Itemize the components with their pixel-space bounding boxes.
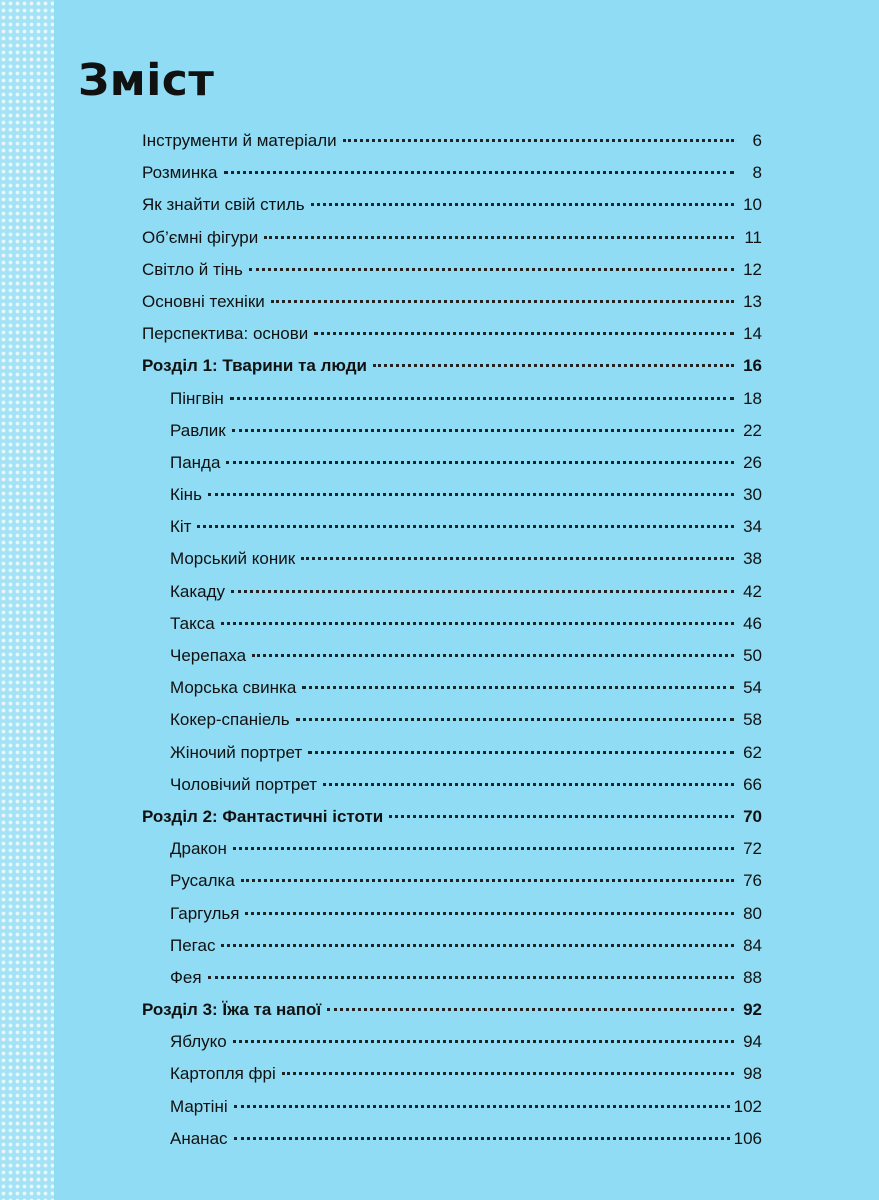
- toc-entry[interactable]: [142, 479, 762, 511]
- toc-page-number: 94: [743, 1032, 762, 1052]
- toc-entry-label: Ананас: [170, 1128, 228, 1148]
- toc-entry[interactable]: [142, 769, 762, 801]
- toc-entry-label: Картопля фрі: [170, 1064, 276, 1084]
- toc-page-number: 11: [744, 227, 762, 247]
- dot-leader: [232, 429, 734, 432]
- toc-entry[interactable]: [142, 865, 762, 897]
- toc-entry-label: Розділ 1: Тварини та люди: [142, 356, 367, 376]
- toc-page-number: 18: [743, 388, 762, 408]
- toc-entry[interactable]: [142, 383, 762, 415]
- dot-leader: [221, 944, 734, 947]
- page-title: Зміст: [78, 55, 215, 106]
- toc-entry[interactable]: [142, 543, 762, 575]
- toc-entry[interactable]: [142, 576, 762, 608]
- toc-page-number: 30: [743, 485, 762, 505]
- dot-leader: [311, 203, 734, 206]
- toc-section-entry[interactable]: [142, 350, 762, 382]
- toc-page-number: 92: [743, 1000, 762, 1020]
- dot-leader: [234, 1105, 730, 1108]
- toc-entry-label: Морський коник: [170, 549, 296, 569]
- toc-entry[interactable]: [142, 608, 762, 640]
- dot-leader: [224, 171, 735, 174]
- toc-page-number: 66: [743, 774, 762, 794]
- toc-entry-label: Розминка: [142, 163, 218, 183]
- dot-leader: [389, 815, 734, 818]
- toc-page-number: 22: [743, 420, 762, 440]
- toc-entry-label: Об’ємні фігури: [142, 227, 259, 247]
- toc-entry-label: Перспектива: основи: [142, 324, 309, 344]
- toc-entry[interactable]: [142, 125, 762, 157]
- contents-page: [78, 50, 768, 1148]
- toc-entry-label: Гаргулья: [170, 903, 240, 923]
- toc-page-number: 50: [743, 646, 762, 665]
- dot-leader: [208, 976, 734, 979]
- toc-entry[interactable]: [142, 704, 762, 736]
- toc-entry[interactable]: [142, 1091, 762, 1123]
- toc-page-number: 54: [743, 678, 762, 698]
- toc-page-number: 34: [743, 517, 762, 537]
- toc-page-number: 13: [743, 291, 762, 311]
- toc-entry[interactable]: [142, 415, 762, 447]
- toc-entry-label: Світло й тінь: [142, 259, 243, 279]
- toc-entry-label: Морська свинка: [170, 678, 297, 698]
- toc-entry[interactable]: [142, 254, 762, 286]
- toc-entry[interactable]: [142, 898, 762, 930]
- dot-leader: [230, 397, 734, 400]
- toc-entry[interactable]: [142, 189, 762, 221]
- toc-page-number: 38: [743, 549, 762, 569]
- toc-entry-label: Як знайти свій стиль: [142, 195, 305, 215]
- dot-leader: [296, 718, 734, 721]
- toc-page-number: 62: [743, 742, 762, 762]
- toc-entry[interactable]: [142, 962, 762, 994]
- dot-leader: [221, 622, 734, 625]
- toc-entry-label: Кокер-спаніель: [170, 710, 290, 730]
- dot-leader: [264, 236, 734, 239]
- toc-page-number: 72: [743, 839, 762, 859]
- toc-entry-label: Панда: [170, 452, 221, 472]
- table-of-contents: [142, 125, 762, 1155]
- dot-leader: [226, 461, 734, 464]
- toc-page-number: 70: [743, 806, 762, 826]
- dot-leader: [271, 300, 734, 303]
- dot-leader: [282, 1072, 734, 1075]
- toc-section-entry[interactable]: [142, 801, 762, 833]
- toc-entry[interactable]: [142, 930, 762, 962]
- dot-leader: [308, 751, 734, 754]
- toc-entry[interactable]: [142, 447, 762, 479]
- dot-leader: [343, 139, 734, 142]
- dot-leader: [233, 1040, 734, 1043]
- toc-entry[interactable]: [142, 1058, 762, 1090]
- toc-entry-label: Кінь: [170, 485, 202, 505]
- dot-leader: [323, 783, 734, 786]
- toc-entry-label: Равлик: [170, 420, 226, 440]
- dot-leader: [231, 590, 734, 593]
- toc-page-number: 84: [743, 935, 762, 955]
- dot-leader: [249, 268, 734, 271]
- toc-entry-label: Пінгвін: [170, 388, 224, 408]
- toc-entry[interactable]: [142, 1123, 762, 1155]
- dot-leader: [302, 686, 734, 689]
- toc-entry[interactable]: [142, 640, 762, 672]
- toc-entry-label: Такса: [170, 613, 215, 633]
- toc-page-number: 8: [752, 163, 762, 183]
- toc-entry[interactable]: [142, 1026, 762, 1058]
- toc-entry-label: Дракон: [170, 839, 227, 859]
- dot-leader: [208, 493, 734, 496]
- toc-entry[interactable]: [142, 222, 762, 254]
- toc-page-number: 76: [743, 871, 762, 891]
- toc-entry-label: Мартіні: [170, 1096, 228, 1116]
- toc-entry-label: Жіночий портрет: [170, 742, 303, 762]
- toc-page-number: 16: [743, 356, 762, 376]
- dot-leader: [327, 1008, 734, 1011]
- toc-page-number: 42: [743, 581, 762, 601]
- toc-section-entry[interactable]: [142, 994, 762, 1026]
- toc-entry-label: Какаду: [170, 581, 226, 601]
- toc-entry-label: Основні техніки: [142, 291, 265, 311]
- dot-leader: [233, 847, 734, 850]
- toc-page-number: 10: [743, 195, 762, 215]
- toc-page-number: 14: [743, 324, 762, 344]
- dotted-page-edge: [0, 0, 54, 1200]
- toc-entry-label: Черепаха: [170, 646, 247, 665]
- toc-entry[interactable]: [142, 318, 762, 350]
- toc-entry[interactable]: [142, 672, 762, 704]
- dot-leader: [373, 364, 734, 367]
- toc-entry[interactable]: [142, 157, 762, 189]
- toc-entry-label: Розділ 3: Їжа та напої: [142, 1000, 322, 1020]
- toc-entry[interactable]: [142, 511, 762, 543]
- toc-entry[interactable]: [142, 833, 762, 865]
- toc-entry[interactable]: [142, 737, 762, 769]
- toc-page-number: 80: [743, 903, 762, 923]
- dot-leader: [241, 879, 734, 882]
- toc-entry[interactable]: [142, 286, 762, 318]
- toc-page-number: 88: [743, 967, 762, 987]
- toc-entry-label: Чоловічий портрет: [170, 774, 318, 794]
- dot-leader: [197, 525, 734, 528]
- toc-entry-label: Кіт: [170, 517, 192, 537]
- toc-page-number: 6: [752, 131, 762, 150]
- toc-entry-label: Русалка: [170, 871, 235, 891]
- toc-page-number: 12: [743, 259, 762, 279]
- toc-entry-label: Пегас: [170, 935, 216, 955]
- toc-page-number: 46: [743, 613, 762, 633]
- toc-page-number: 98: [743, 1064, 762, 1084]
- dot-leader: [252, 654, 734, 657]
- toc-page-number: 58: [743, 710, 762, 730]
- dot-leader: [301, 557, 734, 560]
- toc-entry-label: Розділ 2: Фантастичні істоти: [142, 806, 384, 826]
- dot-leader: [314, 332, 734, 335]
- toc-page-number: 102: [733, 1096, 762, 1116]
- dot-leader: [245, 912, 734, 915]
- toc-entry-label: Фея: [170, 967, 202, 987]
- toc-entry-label: Інструменти й матеріали: [142, 131, 337, 150]
- dot-leader: [234, 1137, 730, 1140]
- toc-page-number: 106: [733, 1128, 762, 1148]
- toc-entry-label: Яблуко: [170, 1032, 227, 1052]
- toc-page-number: 26: [743, 452, 762, 472]
